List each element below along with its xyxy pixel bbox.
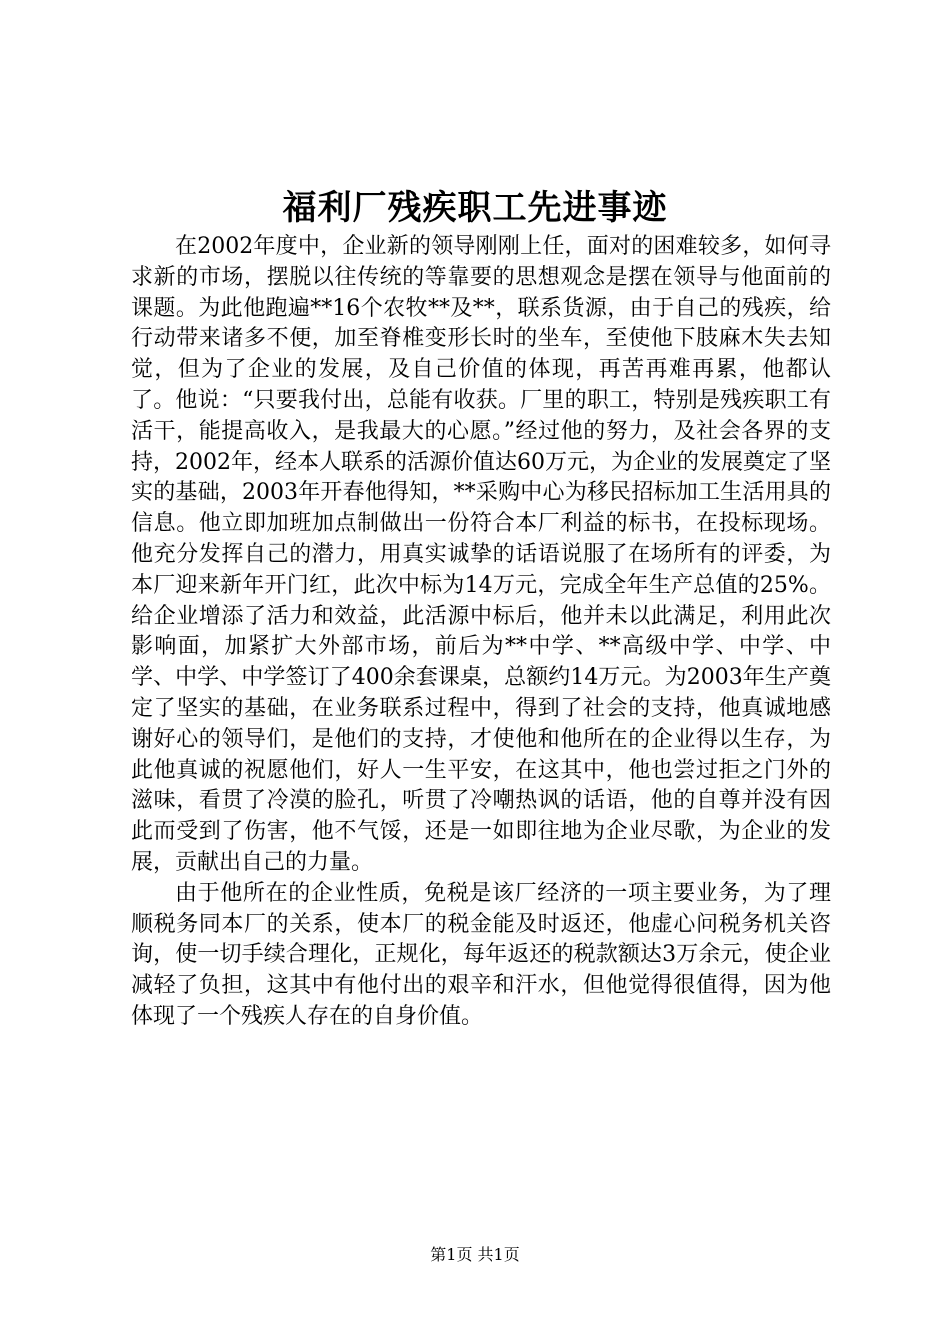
document-title: 福利厂残疾职工先进事迹 xyxy=(282,188,668,228)
document-body xyxy=(131,232,831,1033)
page-number-footer: 第1页 共1页 xyxy=(430,1245,520,1264)
body-paragraph-2: 由于他所在的企业性质，免税是该厂经济的一项主要业务，为了理顺税务同本厂的关系，使本厂的税金能及时返还，他虚心问税务机关咨询，使一切手续合理化，正规化，每年返还的税款额达3万余元，使企业减轻了负担，这其中有他付出的艰辛和汗水，但他觉得很值得，因为他体现了一个残疾人存在的自身价值。 xyxy=(131,880,831,1029)
body-paragraph-1: 在2002年度中，企业新的领导刚刚上任，面对的困难较多，如何寻求新的市场，摆脱以往传统的等靠要的思想观念是摆在领导与他面前的课题。为此他跑遍**16个农牧**及**，联系货源，由于自己的残疾，给行动带来诸多不便，加至脊椎变形长时的坐车，至使他下肢麻木失去知觉，但为了企业的发展，及自己价值的体现，再苦再难再累，他都认了。他说：“只要我付出，总能有收获。厂里的职工，特别是残疾职工有活干，能提高收入，是我最大的心愿。”经过他的努力，及社会各界的支持，2002年，经本人联系的活源价值达60万元，为企业的发展奠定了坚实的基础，2003年开春他得知，**采购中心为移民招标加工生活用具的信息。他立即加班加点制做出一份符合本厂利益的标书，在投标现场。他充分发挥自己的潜力，用真实诚挚的话语说服了在场所有的评委，为本厂迎来新年开门红，此次中标为14万元，完成全年生产总值的25%。给企业增添了活力和效益，此活源中标后，他并未以此满足，利用此次影响面，加紧扩大外部市场，前后为**中学、**高级中学、中学、中学、中学、中学签订了400余套课桌，总额约14万元。为2003年生产奠定了坚实的基础，在业务联系过程中，得到了社会的支持，他真诚地感谢好心的领导们，是他们的支持，才使他和他所在的企业得以生存，为此他真诚的祝愿他们，好人一生平安，在这其中，他也尝过拒之门外的滋味，看贯了冷漠的脸孔，听贯了冷嘲热讽的话语，他的自尊并没有因此而受到了伤害，他不气馁，还是一如即往地为企业尽歌，为企业的发展，贡献出自己的力量。 xyxy=(131,234,831,875)
